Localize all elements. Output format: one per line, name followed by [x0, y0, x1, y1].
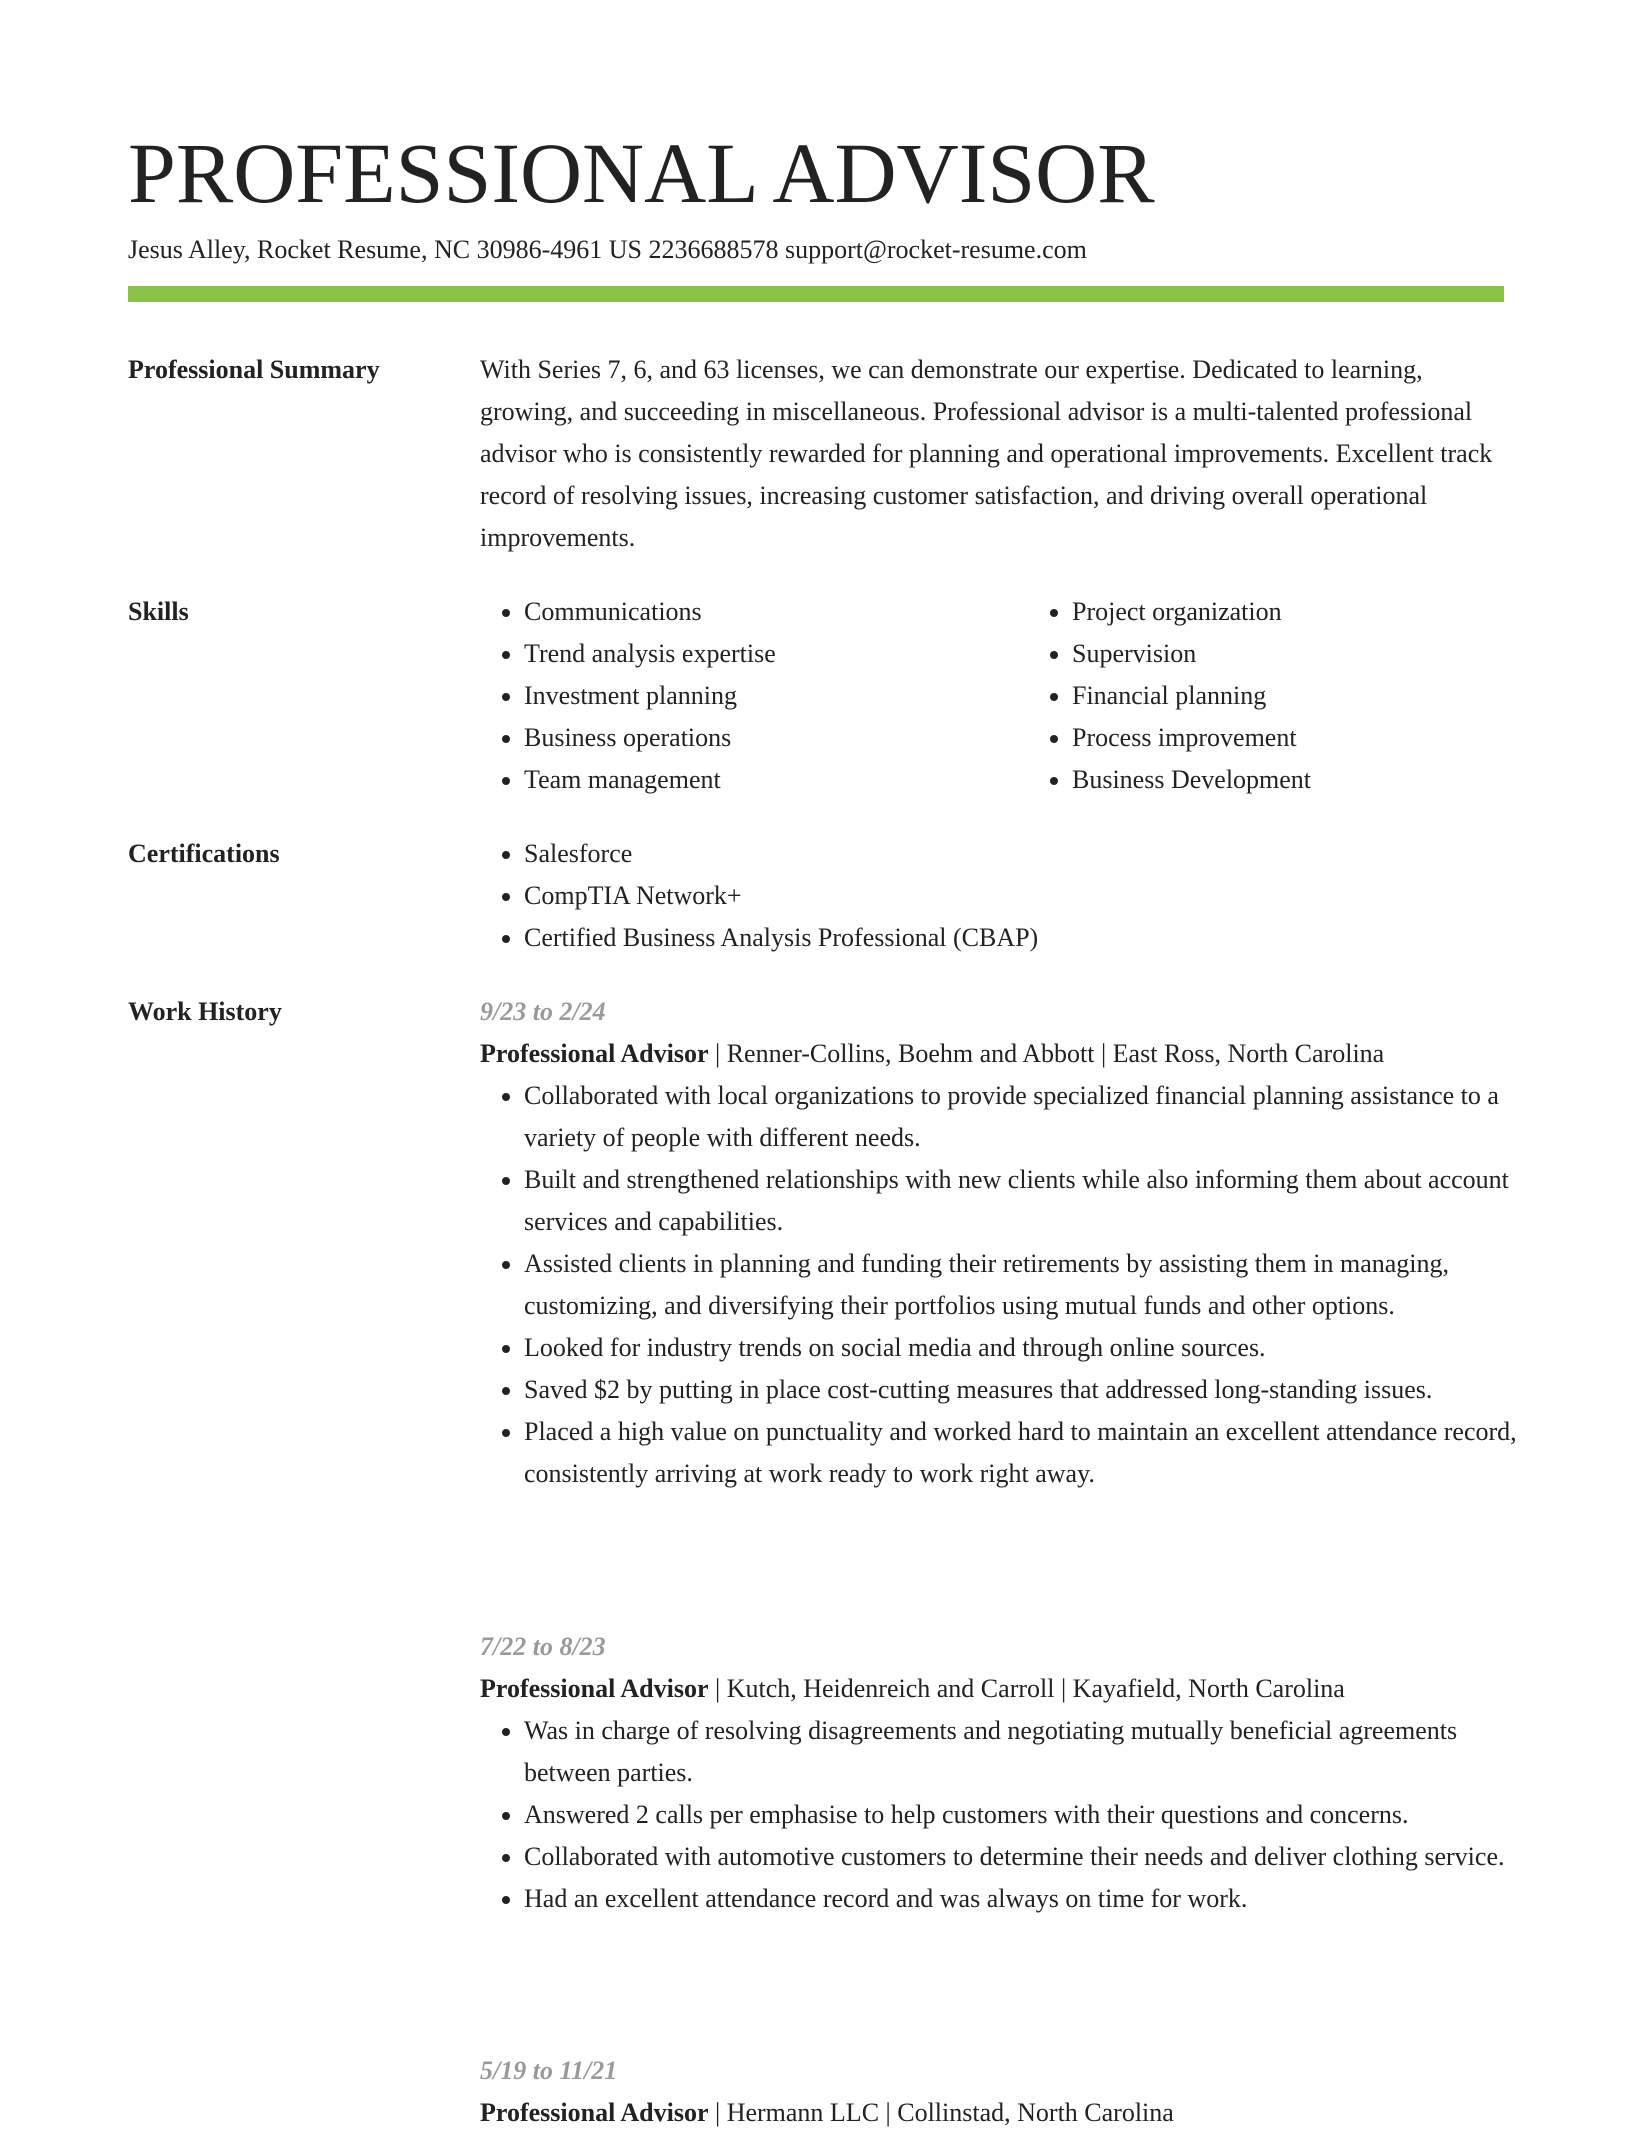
- skill-item: • Financial planning: [1072, 675, 1576, 717]
- job-entry: [480, 991, 1580, 1495]
- skill-item: • Team management: [524, 759, 1028, 801]
- job-details: | Kutch, Heidenreich and Carroll | Kayafield, North Carolina: [708, 1674, 1345, 1703]
- job-bullet: • Built and strengthened relationships with new clients while also informing them about account services and capabilities.: [524, 1159, 1524, 1243]
- work-history-heading: Work History: [128, 997, 282, 1026]
- skills-body: [480, 591, 1630, 801]
- job-bullet: • Was in charge of resolving disagreements and negotiating mutually beneficial agreements between parties.: [524, 1710, 1524, 1794]
- page-title: PROFESSIONAL ADVISOR: [128, 125, 1155, 221]
- summary-heading: Professional Summary: [128, 355, 380, 384]
- job-date: 9/23 to 2/24: [480, 997, 606, 1026]
- job-bullet: • Answered 2 calls per emphasise to help customers with their questions and concerns.: [524, 1794, 1524, 1836]
- job-entry: [480, 1626, 1580, 1920]
- skill-item: • Trend analysis expertise: [524, 633, 1028, 675]
- job-date: 7/22 to 8/23: [480, 1632, 606, 1661]
- job-bullet: • Collaborated with automotive customers to determine their needs and deliver clothing service.: [524, 1836, 1524, 1878]
- job-bullet: • Saved $2 by putting in place cost-cutting measures that addressed long-standing issues.: [524, 1369, 1524, 1411]
- job-date: 5/19 to 11/21: [480, 2056, 618, 2085]
- job-bullet: • Collaborated with local organizations to provide specialized financial planning assistance to a variety of people with different needs.: [524, 1075, 1524, 1159]
- job-heading: [480, 2092, 1580, 2134]
- certification-item: • CompTIA Network+: [524, 875, 1630, 917]
- skill-item: • Process improvement: [1072, 717, 1576, 759]
- skill-item: • Business Development: [1072, 759, 1576, 801]
- job-bullets: [480, 1075, 1524, 1495]
- certifications-list: [480, 833, 1630, 959]
- job-title: Professional Advisor: [480, 1674, 709, 1703]
- job-bullet: • Looked for industry trends on social media and through online sources.: [524, 1327, 1524, 1369]
- skill-item: • Business operations: [524, 717, 1028, 759]
- skill-item: • Investment planning: [524, 675, 1028, 717]
- job-title: Professional Advisor: [480, 1039, 709, 1068]
- job-heading: [480, 1033, 1580, 1075]
- job-entry: [480, 2050, 1580, 2134]
- job-bullet: • Assisted clients in planning and funding their retirements by assisting them in managing, customizing, and diversifying their portfolios using mutual funds and other options.: [524, 1243, 1524, 1327]
- certifications-body: [480, 833, 1630, 959]
- job-heading: [480, 1668, 1580, 1710]
- certification-item: • Certified Business Analysis Professional (CBAP): [524, 917, 1630, 959]
- job-details: | Renner-Collins, Boehm and Abbott | East Ross, North Carolina: [708, 1039, 1385, 1068]
- job-bullets: [480, 1710, 1524, 1920]
- skills-list-left: [480, 591, 1028, 801]
- job-bullet: • Placed a high value on punctuality and worked hard to maintain an excellent attendance record, consistently arriving at work ready to work right away.: [524, 1411, 1524, 1495]
- job-title: Professional Advisor: [480, 2098, 709, 2127]
- skill-item: • Project organization: [1072, 591, 1576, 633]
- skill-item: • Supervision: [1072, 633, 1576, 675]
- header-divider: [128, 286, 1504, 302]
- skill-item: • Communications: [524, 591, 1028, 633]
- contact-line: Jesus Alley, Rocket Resume, NC 30986-4961 US 2236688578 support@rocket-resume.com: [128, 235, 1087, 264]
- skills-list-right: [1028, 591, 1576, 801]
- job-details: | Hermann LLC | Collinstad, North Carolina: [708, 2098, 1174, 2127]
- summary-text: With Series 7, 6, and 63 licenses, we can demonstrate our expertise. Dedicated to learning, growing, and succeeding in miscellaneous. Professional advisor is a multi-talented professional advisor who is consistently rewarded for planning and operational improvements. Excellent track record of resolving issues, increasing customer satisfaction, and driving overall operational improvements.: [480, 355, 1493, 552]
- summary-body: [480, 349, 1630, 559]
- certification-item: • Salesforce: [524, 833, 1630, 875]
- skills-heading: Skills: [128, 597, 189, 626]
- certifications-heading: Certifications: [128, 839, 280, 868]
- job-bullet: • Had an excellent attendance record and was always on time for work.: [524, 1878, 1524, 1920]
